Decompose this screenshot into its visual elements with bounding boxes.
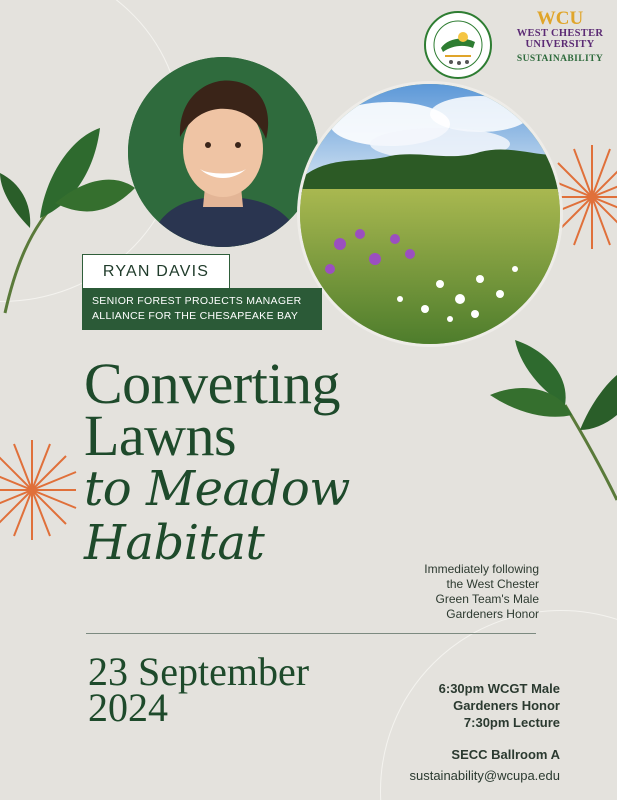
event-date-year: 2024 [88, 685, 168, 730]
starburst-right-icon [550, 140, 617, 255]
speaker-name: RYAN DAVIS [102, 263, 210, 280]
following-note-line2: the West Chester [446, 577, 539, 591]
schedule-line2: Gardeners Honor [453, 698, 560, 713]
event-venue: SECC Ballroom A [451, 747, 560, 762]
speaker-organization: ALLIANCE FOR THE CHESAPEAKE BAY [92, 310, 299, 322]
meadow-image-icon [300, 84, 560, 344]
divider [86, 633, 536, 634]
event-headline [84, 351, 544, 571]
speaker-name-box [82, 254, 230, 290]
following-note [365, 562, 539, 622]
starburst-left-icon [0, 435, 80, 545]
event-date [88, 649, 378, 730]
headline-line4: Habitat [84, 515, 265, 571]
wcu-name-line2: UNIVERSITY [525, 39, 595, 50]
event-schedule [370, 680, 560, 731]
headline-line3: to Meadow [84, 461, 350, 517]
wcu-sustainability: SUSTAINABILITY [516, 54, 604, 64]
speaker-title-box [82, 288, 322, 330]
headline-line2: Lawns [84, 403, 237, 468]
speaker-photo-icon [128, 57, 318, 247]
meadow-photo [300, 84, 560, 344]
schedule-line1: 6:30pm WCGT Male [438, 681, 560, 696]
following-note-line4: Gardeners Honor [446, 607, 539, 621]
contact-email[interactable]: sustainability@wcupa.edu [409, 768, 560, 783]
event-date-day-month: 23 September [88, 649, 310, 694]
following-note-line1: Immediately following [424, 562, 539, 576]
speaker-title: SENIOR FOREST PROJECTS MANAGER [92, 295, 302, 307]
headline-line1: Converting [84, 351, 340, 416]
wcu-name-line1: WEST CHESTER [516, 28, 604, 39]
wcu-wordmark: WCU [536, 8, 584, 29]
speaker-portrait [128, 57, 318, 247]
following-note-line3: Green Team's Male [435, 592, 539, 606]
schedule-line3: 7:30pm Lecture [463, 715, 560, 730]
green-team-logo [423, 10, 493, 80]
wcu-sustainability-logo [508, 10, 612, 70]
